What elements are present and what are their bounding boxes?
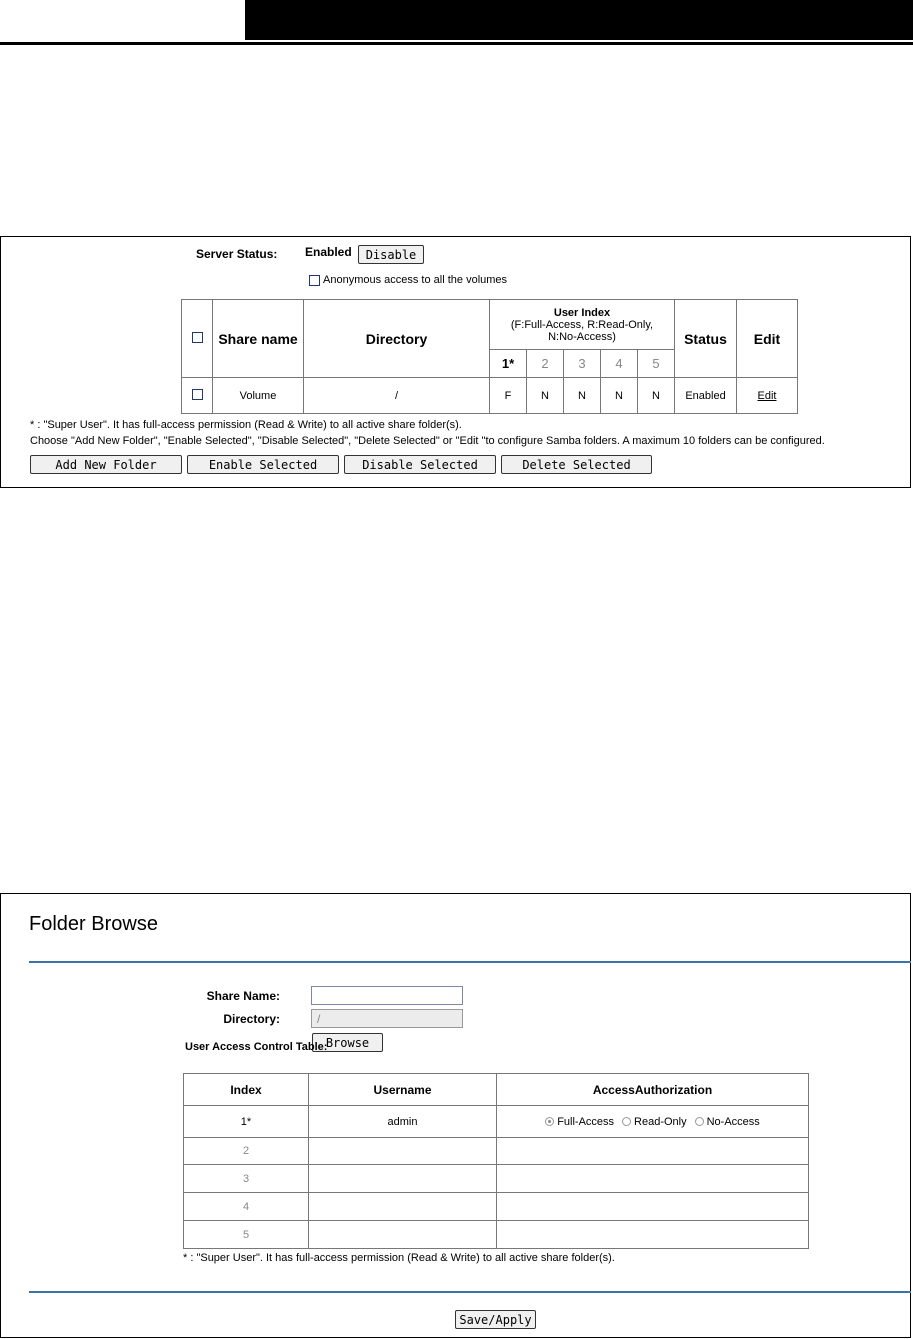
- access-cell-1: F: [490, 378, 527, 414]
- status-cell: Enabled: [675, 378, 737, 414]
- access-cell: [497, 1165, 809, 1193]
- directory-field: [311, 1009, 463, 1028]
- access-cell-4: N: [601, 378, 638, 414]
- share-name-header: Share name: [213, 300, 304, 378]
- user-index-4: 4: [601, 350, 638, 378]
- full-access-label: Full-Access: [557, 1115, 615, 1128]
- no-access-radio[interactable]: [695, 1117, 704, 1126]
- anonymous-access-option[interactable]: [309, 274, 507, 286]
- access-cell: [497, 1138, 809, 1165]
- index-cell: 4: [184, 1193, 309, 1221]
- read-only-radio[interactable]: [622, 1117, 631, 1126]
- anonymous-access-label: Anonymous access to all the volumes: [323, 274, 508, 286]
- username-cell: [309, 1138, 497, 1165]
- footer-divider: [29, 1291, 911, 1293]
- index-cell: 2: [184, 1138, 309, 1165]
- save-apply-button[interactable]: Save/Apply: [455, 1310, 536, 1329]
- add-new-folder-button[interactable]: Add New Folder: [30, 455, 182, 474]
- index-cell: 5: [184, 1221, 309, 1249]
- edit-cell: [737, 378, 798, 414]
- browse-button[interactable]: Browse: [312, 1033, 383, 1052]
- share-name-cell: Volume: [213, 378, 304, 414]
- share-name-input[interactable]: [311, 986, 463, 1005]
- user-index-2: 2: [527, 350, 564, 378]
- table-row: [184, 1193, 809, 1221]
- index-header: Index: [184, 1074, 309, 1106]
- username-cell: [309, 1221, 497, 1249]
- select-all-checkbox[interactable]: [192, 332, 203, 343]
- no-access-option[interactable]: [695, 1116, 760, 1128]
- table-row: [184, 1165, 809, 1193]
- server-status-value: Enabled: [305, 245, 352, 259]
- username-cell: [309, 1165, 497, 1193]
- no-access-label: No-Access: [706, 1115, 760, 1128]
- configure-note: Choose "Add New Folder", "Enable Selected", "Disable Selected", "Delete Selected" or "Edit "to configure Samba folders. A maximum 10 folders can be configured.: [30, 435, 825, 447]
- username-header: Username: [309, 1074, 497, 1106]
- title-divider: [29, 961, 911, 963]
- access-radio-group: [497, 1116, 808, 1128]
- row-checkbox[interactable]: [192, 389, 203, 400]
- index-cell: 3: [184, 1165, 309, 1193]
- full-access-option[interactable]: [545, 1116, 614, 1128]
- user-access-table: [183, 1073, 809, 1249]
- index-cell: 1*: [184, 1106, 309, 1138]
- select-all-cell: [182, 300, 213, 378]
- user-index-legend-2: N:No-Access): [548, 330, 616, 343]
- row-select-cell: [182, 378, 213, 414]
- uac-table-label: User Access Control Table:: [185, 1041, 328, 1053]
- samba-panel: [0, 236, 911, 488]
- access-cell: [497, 1221, 809, 1249]
- directory-label: Directory:: [223, 1012, 280, 1026]
- disable-selected-button[interactable]: Disable Selected: [344, 455, 496, 474]
- read-only-option[interactable]: [622, 1116, 687, 1128]
- edit-link[interactable]: Edit: [757, 389, 777, 402]
- user-index-5: 5: [638, 350, 675, 378]
- read-only-label: Read-Only: [634, 1115, 687, 1128]
- user-index-3: 3: [564, 350, 601, 378]
- disable-server-button[interactable]: Disable: [358, 245, 424, 264]
- table-row: [184, 1138, 809, 1165]
- server-status-label: Server Status:: [196, 247, 278, 261]
- status-header: Status: [675, 300, 737, 378]
- table-row: [184, 1106, 809, 1138]
- folder-browse-panel: [0, 893, 911, 1338]
- directory-header: Directory: [304, 300, 490, 378]
- access-cell: [497, 1106, 809, 1138]
- user-index-1: 1*: [490, 350, 527, 378]
- enable-selected-button[interactable]: Enable Selected: [187, 455, 339, 474]
- super-user-note: * : "Super User". It has full-access permission (Read & Write) to all active share folder(s).: [30, 419, 462, 431]
- user-index-title: User Index: [553, 306, 611, 319]
- access-cell: [497, 1193, 809, 1221]
- anonymous-access-checkbox[interactable]: [309, 275, 320, 286]
- access-cell-5: N: [638, 378, 675, 414]
- username-cell: [309, 1193, 497, 1221]
- table-row: [184, 1221, 809, 1249]
- header-bar: [245, 0, 913, 40]
- page-title: Folder Browse: [29, 913, 158, 935]
- edit-header: Edit: [737, 300, 798, 378]
- share-table: [181, 299, 798, 414]
- access-cell-3: N: [564, 378, 601, 414]
- share-name-label: Share Name:: [206, 989, 280, 1003]
- directory-cell: /: [304, 378, 490, 414]
- table-row: [182, 378, 798, 414]
- delete-selected-button[interactable]: Delete Selected: [501, 455, 652, 474]
- username-cell: admin: [309, 1106, 497, 1138]
- full-access-radio[interactable]: [545, 1117, 554, 1126]
- access-header: AccessAuthorization: [497, 1074, 809, 1106]
- header-rule: [0, 42, 913, 45]
- access-cell-2: N: [527, 378, 564, 414]
- user-index-legend-1: (F:Full-Access, R:Read-Only,: [510, 318, 654, 331]
- user-index-header: [490, 300, 675, 350]
- super-user-note: * : "Super User". It has full-access permission (Read & Write) to all active share folder(s).: [183, 1252, 615, 1264]
